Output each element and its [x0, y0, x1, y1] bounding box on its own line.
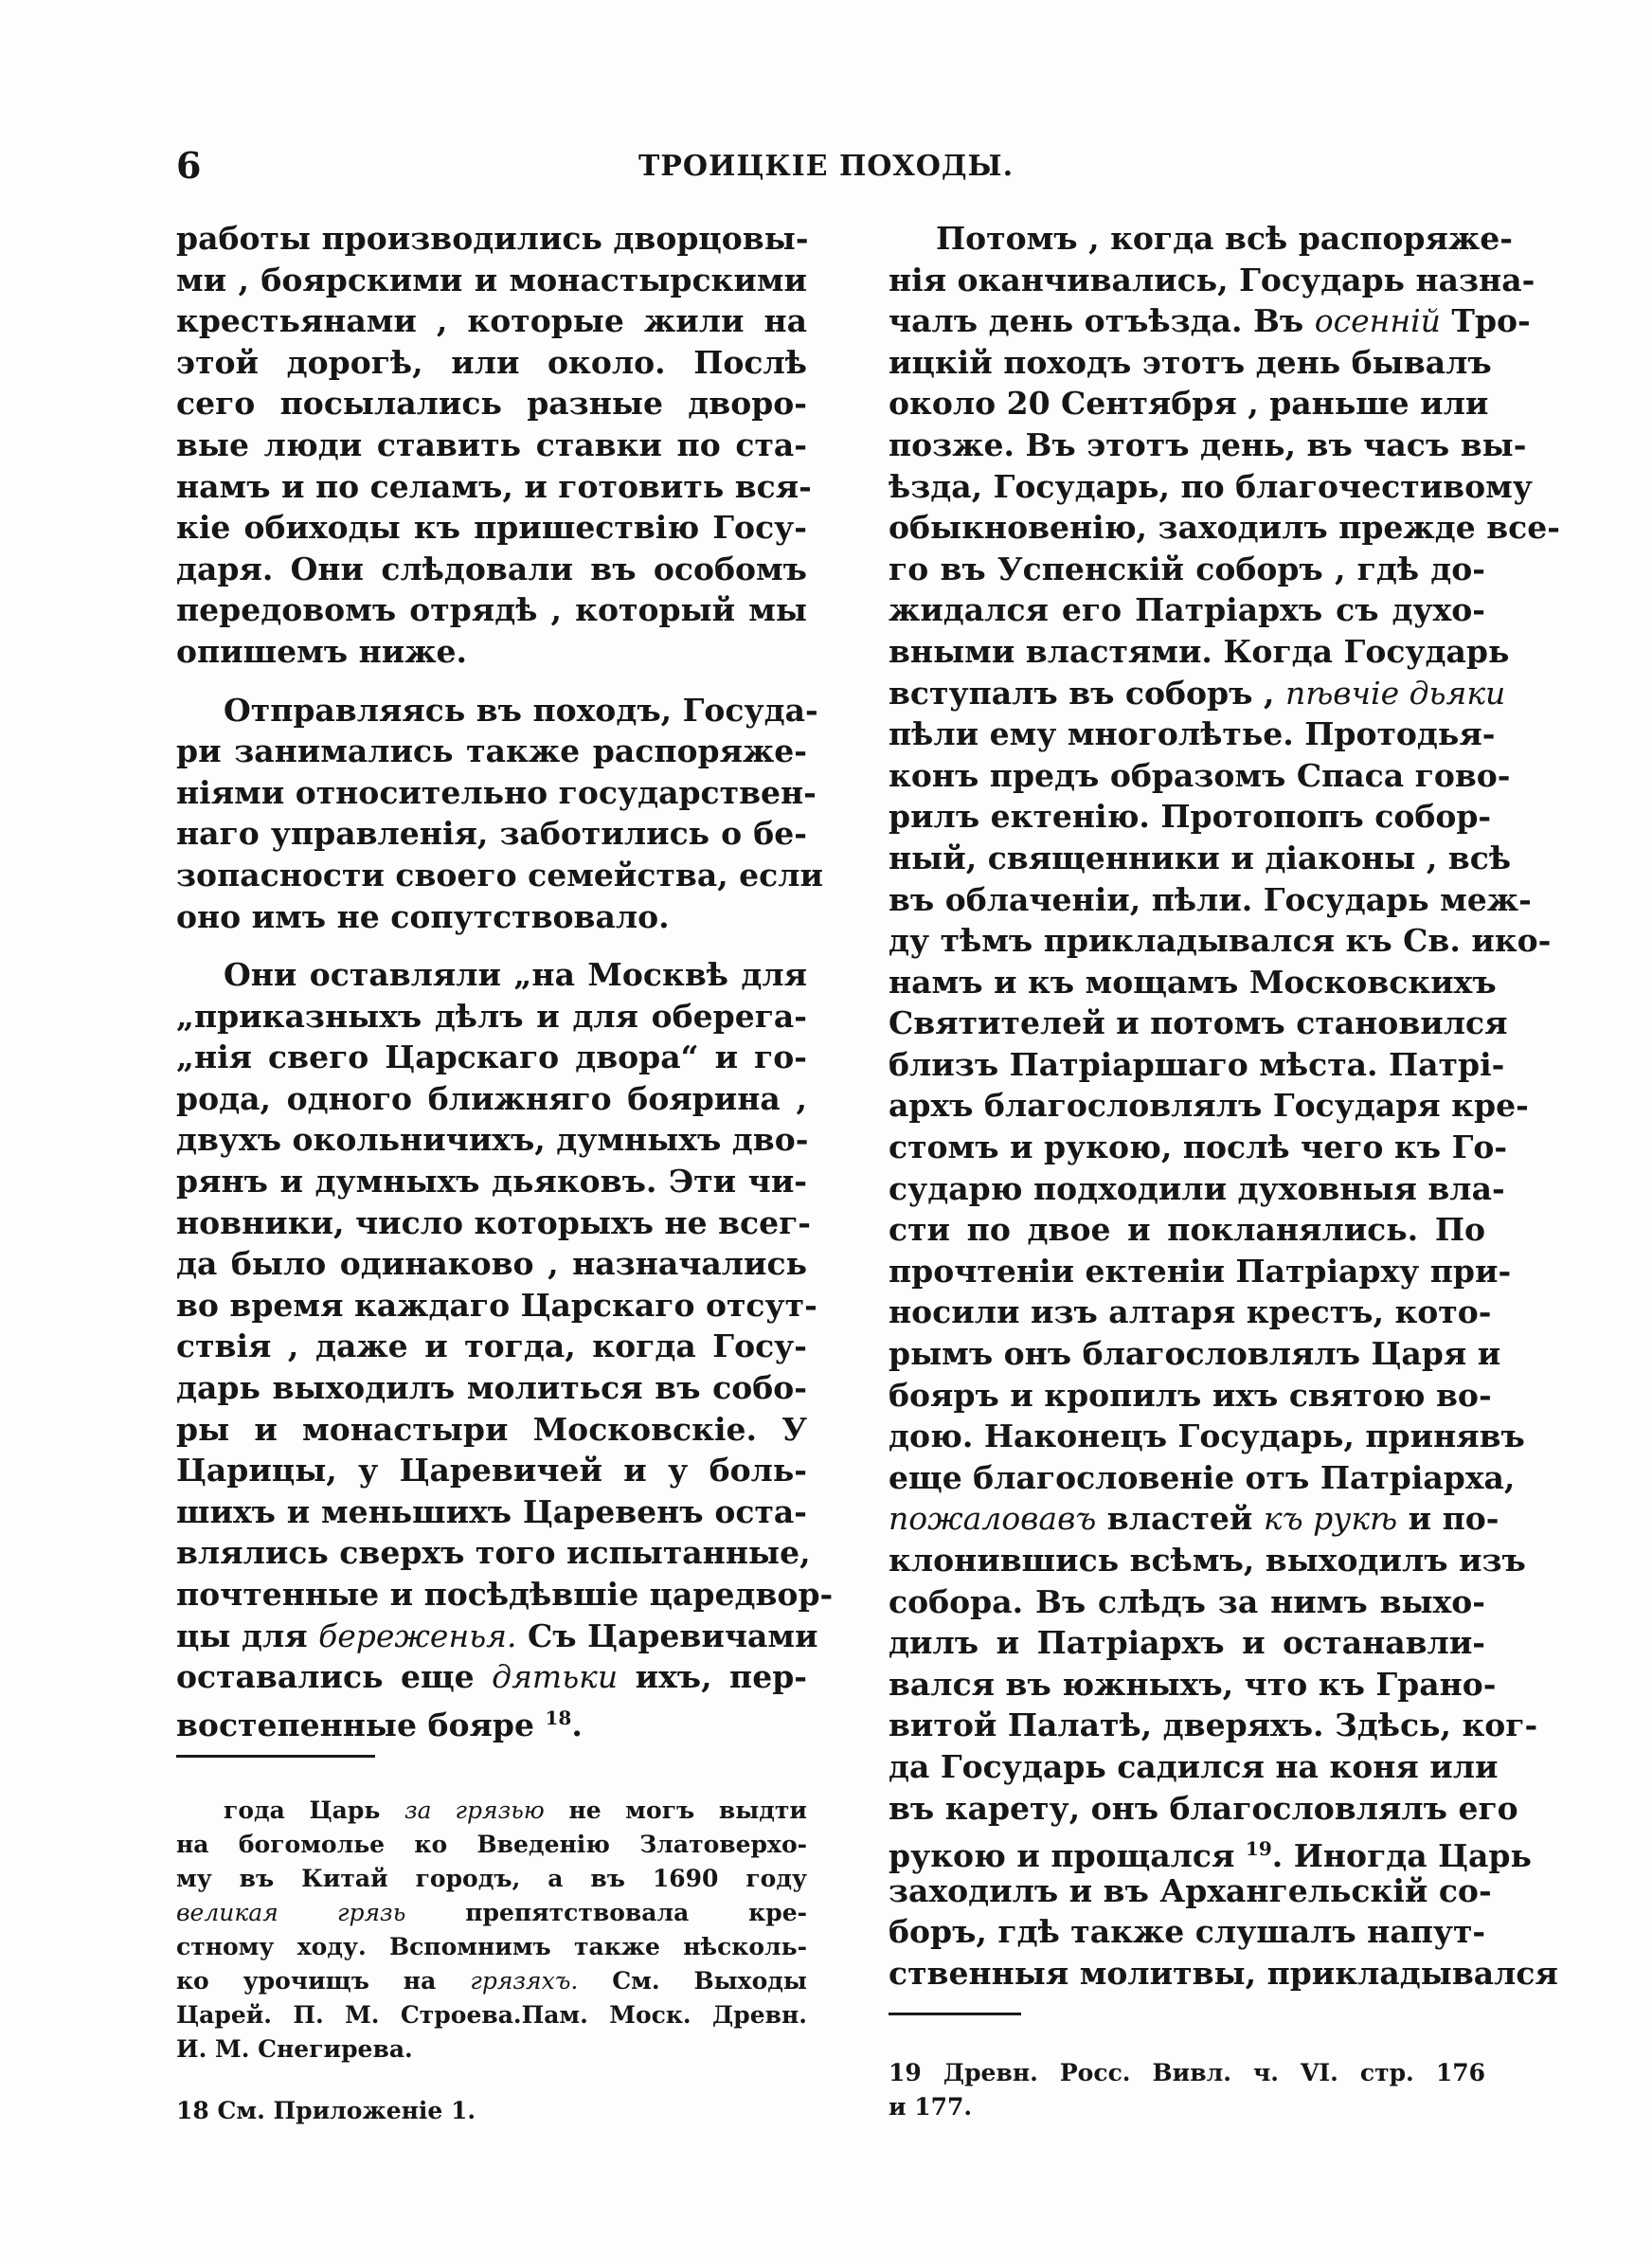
text-line: сти по двое и покланялись. По	[889, 1211, 1485, 1249]
text-line: чалъ день отъѣзда. Въ осенній Тро-	[889, 302, 1531, 340]
footnote-line: 19 Древн. Росс. Вивл. ч. VI. стр. 176	[889, 2059, 1485, 2086]
text-line: новники, число которыхъ не всег-	[176, 1203, 812, 1241]
text-line: крестьянами , которые жили на	[176, 302, 807, 340]
paragraph-right	[889, 218, 1560, 1995]
text-line: рымъ онъ благословлялъ Царя и	[889, 1335, 1501, 1373]
text-line: собора. Въ слѣдъ за нимъ выхо-	[889, 1582, 1485, 1620]
text-line: „приказныхъ дѣлъ и для оберега-	[176, 997, 807, 1035]
footnote-separator-left	[176, 1755, 375, 1758]
text-line: дою. Наконецъ Государь, принявъ	[889, 1417, 1525, 1455]
text-line: жидался его Патріархъ съ духо-	[889, 591, 1485, 629]
right-column	[889, 218, 1560, 1995]
text-line: наго управленія, заботились о бе-	[176, 815, 807, 853]
footnote-line: И. М. Снегирева.	[176, 2035, 413, 2063]
text-line: двухъ окольничихъ, думныхъ дво-	[176, 1121, 809, 1159]
text-line: намъ и къ мощамъ Московскихъ	[889, 963, 1497, 1001]
text-line: рилъ ектенію. Протопопъ собор-	[889, 798, 1492, 836]
text-line: архъ благословлялъ Государя кре-	[889, 1087, 1529, 1125]
text-line: дарь выходилъ молиться въ собо-	[176, 1369, 807, 1407]
footnote-ref-18: 18	[545, 1706, 572, 1729]
text-line: прочтеніи ектеніи Патріарху при-	[889, 1252, 1512, 1290]
footnote-line: и 177.	[889, 2093, 973, 2121]
text-line: Царицы, у Царевичей и у боль-	[176, 1452, 807, 1490]
text-line: боръ, гдѣ также слушалъ напут-	[889, 1913, 1486, 1951]
footnote-18: 18 См. Приложеніе 1.	[176, 2097, 476, 2124]
text-line: вступалъ въ соборъ , пѣвчіе дьяки	[889, 674, 1506, 712]
text-line: ду тѣмъ прикладывался къ Св. ико-	[889, 922, 1552, 960]
text-line: бояръ и кропилъ ихъ святою во-	[889, 1376, 1492, 1414]
text-line: рянъ и думныхъ дьяковъ. Эти чи-	[176, 1163, 807, 1201]
text-line: ѣзда, Государь, по благочестивому	[889, 467, 1533, 505]
footnote-line: года Царь за грязью не могъ выдти	[224, 1797, 807, 1824]
text-line: въ облаченіи, пѣли. Государь меж-	[889, 880, 1532, 918]
footnote-line: на богомолье ко Введенію Златоверхо-	[176, 1831, 807, 1858]
running-title: ТРОИЦКІЕ ПОХОДЫ.	[637, 150, 1015, 183]
text-line: нія оканчивались, Государь назна-	[889, 261, 1535, 298]
text-line: работы производились дворцовы-	[176, 220, 809, 257]
text-line: клонившись всѣмъ, выходилъ изъ	[889, 1542, 1526, 1579]
text-line: даря. Они слѣдовали въ особомъ	[176, 550, 807, 587]
text-line: шихъ и меньшихъ Царевенъ оста-	[176, 1492, 807, 1530]
text-line: цы для береженья. Съ Царевичами	[176, 1616, 818, 1654]
text-line: пѣли ему многолѣтье. Протодья-	[889, 715, 1496, 753]
text-line: еще благословеніе отъ Патріарха,	[889, 1458, 1516, 1496]
text-line: во время каждаго Царскаго отсут-	[176, 1286, 817, 1324]
text-line: ры и монастыри Московскіе. У	[176, 1410, 807, 1448]
text-line: ственныя молитвы, прикладывался	[889, 1954, 1558, 1992]
text-line: сударю подходили духовныя вла-	[889, 1169, 1505, 1207]
paragraph-3	[176, 954, 834, 1743]
text-line: оставались еще дятьки ихъ, пер-	[176, 1658, 807, 1696]
page-header	[0, 144, 1652, 201]
text-line: влялись сверхъ того испытанные,	[176, 1534, 811, 1572]
footnote-line: Царей. П. М. Строева.Пам. Моск. Древн.	[176, 2001, 807, 2029]
text-line: оно имъ не сопутствовало.	[176, 897, 670, 935]
text-line: витой Палатѣ, дверяхъ. Здѣсь, ког-	[889, 1706, 1538, 1744]
text-line: почтенные и посѣдѣвшіе царедвор-	[176, 1576, 834, 1613]
text-line: этой дорогѣ, или около. Послѣ	[176, 343, 807, 381]
text-line: конъ предъ образомъ Спаса гово-	[889, 756, 1511, 794]
footnote-line: ко урочищъ на грязяхъ. См. Выходы	[176, 1967, 807, 1995]
text-line: намъ и по селамъ, и готовить вся-	[176, 467, 812, 505]
paragraph-2	[176, 690, 824, 938]
text-line: Святителей и потомъ становился	[889, 1004, 1508, 1042]
text-line: опишемъ ниже.	[176, 632, 468, 670]
text-line: ный, священники и діаконы , всѣ	[889, 839, 1512, 876]
text-line: да Государь садился на коня или	[889, 1747, 1499, 1785]
text-line: го въ Успенскій соборъ , гдѣ до-	[889, 550, 1485, 587]
footnote-ref-19: 19	[1245, 1837, 1272, 1861]
text-line: Потомъ , когда всѣ распоряже-	[936, 220, 1513, 257]
text-line: передовомъ отрядѣ , который мы	[176, 591, 807, 629]
text-line: заходилъ и въ Архангельскій со-	[889, 1871, 1492, 1909]
text-line: сего посылались разные дворо-	[176, 385, 807, 423]
text-line: близъ Патріаршаго мѣста. Патрі-	[889, 1045, 1505, 1083]
text-line: „нія свего Царскаго двора“ и го-	[176, 1038, 807, 1076]
text-line: пожаловавъ властей къ рукѣ и по-	[889, 1500, 1499, 1538]
text-line: рукою и прощался $^{19}$. Иногда Царь	[889, 1837, 1532, 1875]
page-number: 6	[176, 144, 202, 187]
text-line: позже. Въ этотъ день, въ часъ вы-	[889, 425, 1527, 463]
text-line: ствія , даже и тогда, когда Госу-	[176, 1327, 807, 1365]
footnote-line: стному ходу. Вспомнимъ также нѣсколь-	[176, 1933, 807, 1960]
text-line: Отправляясь въ походъ, Госуда-	[224, 691, 818, 729]
text-line: вался въ южныхъ, что къ Грано-	[889, 1665, 1497, 1703]
text-line: стомъ и рукою, послѣ чего къ Го-	[889, 1128, 1508, 1166]
footnote-19	[889, 2056, 1485, 2124]
text-line: дилъ и Патріархъ и останавли-	[889, 1624, 1485, 1662]
text-line: носили изъ алтаря крестъ, кото-	[889, 1293, 1492, 1331]
footnote-line: му въ Китай городъ, а въ 1690 году	[176, 1865, 807, 1892]
text-line: кіе обиходы къ пришествію Госу-	[176, 509, 807, 547]
left-column	[176, 218, 834, 1743]
footnote-line: великая грязь препятствовала кре-	[176, 1899, 807, 1926]
text-line: зопасности своего семейства, если	[176, 856, 824, 894]
text-line: обыкновенію, заходилъ прежде все-	[889, 509, 1560, 547]
text-line: да было одинаково , назначались	[176, 1245, 807, 1283]
text-line: ми , боярскими и монастырскими	[176, 261, 807, 298]
text-line: ицкій походъ этотъ день бывалъ	[889, 343, 1492, 381]
text-line: ри занимались также распоряже-	[176, 732, 807, 770]
text-line: востепенные бояре $^{18}$.	[176, 1706, 583, 1743]
footnote-separator-right	[889, 2013, 1021, 2015]
text-line: Они оставляли „на Москвѣ для	[224, 956, 807, 994]
text-line: около 20 Сентября , раньше или	[889, 385, 1489, 423]
footnote-continued	[176, 1794, 807, 2067]
text-line: въ карету, онъ благословлялъ его	[889, 1789, 1518, 1827]
text-line: вными властями. Когда Государь	[889, 632, 1510, 670]
text-line: вые люди ставить ставки по ста-	[176, 425, 807, 463]
paragraph-1	[176, 218, 812, 673]
text-line: ніями относительно государствен-	[176, 773, 817, 811]
text-line: рода, одного ближняго боярина ,	[176, 1079, 807, 1117]
